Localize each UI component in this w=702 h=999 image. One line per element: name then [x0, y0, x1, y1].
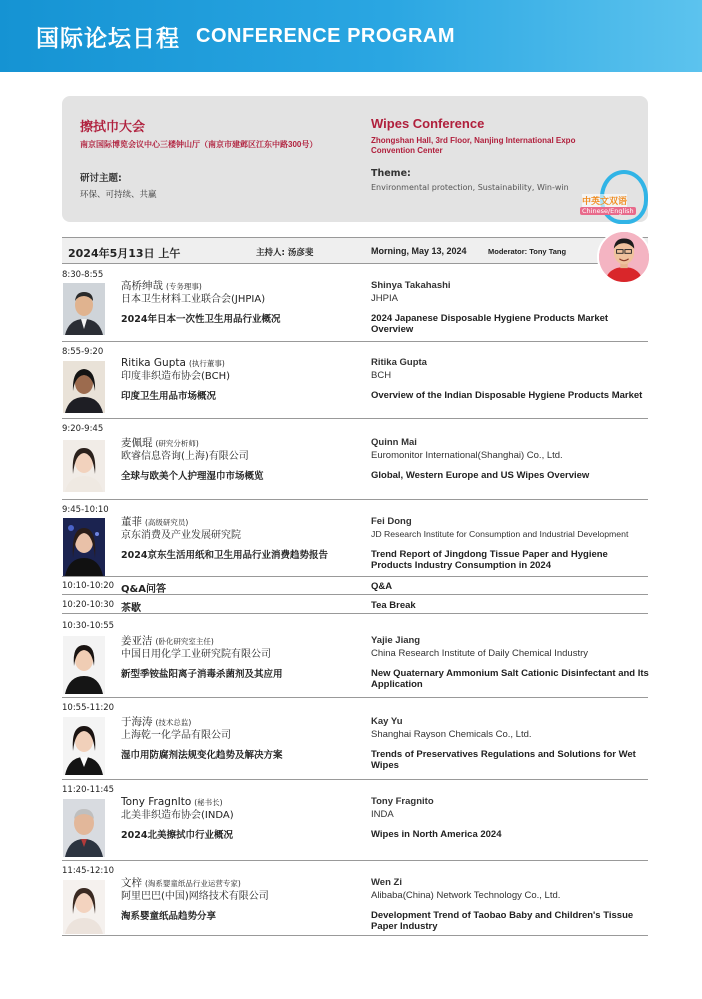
talk-topic-zh: 2024年日本一次性卫生用品行业概况: [121, 314, 281, 325]
speaker-role-zh: (秘书长): [194, 798, 223, 807]
conference-info-zh: [80, 116, 360, 200]
bilingual-label-en: Chinese/English: [582, 207, 634, 215]
slot-time: 10:55-11:20: [62, 703, 115, 713]
page-title-zh: 国际论坛日程: [36, 25, 180, 52]
speaker-info-en: [371, 516, 649, 571]
speaker-org-en: JHPIA: [371, 293, 398, 304]
schedule-row: [62, 343, 648, 419]
speaker-org-en: INDA: [371, 809, 394, 820]
speaker-org-en: China Research Institute of Daily Chemical Industry: [371, 648, 589, 659]
speaker-info-en: [371, 635, 649, 690]
conference-info-box: [62, 96, 648, 222]
session-date-zh: 2024年5月13日 上午: [68, 247, 181, 260]
session-header: [62, 237, 648, 264]
speaker-info-zh: [121, 516, 366, 562]
speaker-name-zh: 姜亚洁: [121, 635, 153, 647]
speaker-org-en: BCH: [371, 370, 392, 381]
theme-text-en: Environmental protection, Sustainability, Win-win: [371, 183, 569, 192]
slot-time: 10:30-10:55: [62, 621, 115, 631]
speaker-org-en: Shanghai Rayson Chemicals Co., Ltd.: [371, 729, 532, 740]
speaker-name-en: Shinya Takahashi: [371, 280, 451, 291]
speaker-avatar: [63, 283, 105, 335]
speaker-info-zh: [121, 877, 366, 923]
speaker-name-zh: 高桥绅哉: [121, 280, 163, 292]
conference-name-en: Wipes Conference: [371, 116, 485, 131]
break-time: 10:10-10:20: [62, 581, 115, 591]
speaker-name-zh: Ritika Gupta: [121, 357, 186, 369]
speaker-org-zh: 北美非织造布协会(INDA): [121, 810, 234, 821]
theme-label-en: Theme:: [371, 168, 411, 179]
schedule-row: [62, 266, 648, 342]
talk-topic-zh: 新型季铵盐阳离子消毒杀菌剂及其应用: [121, 669, 283, 680]
speaker-info-zh: [121, 437, 366, 483]
slot-time: 8:30-8:55: [62, 270, 104, 280]
talk-topic-en: Overview of the Indian Disposable Hygiene Products Market: [371, 390, 643, 401]
talk-topic-en: 2024 Japanese Disposable Hygiene Products Market Overview: [371, 313, 609, 335]
speaker-role-zh: (卧化研究室主任): [155, 637, 214, 646]
speaker-org-en: Euromonitor International(Shanghai) Co., Ltd.: [371, 450, 563, 461]
theme-label-zh: 研讨主题:: [80, 173, 122, 184]
speaker-info-zh: [121, 357, 366, 403]
speaker-name-en: Wen Zi: [371, 877, 402, 888]
speaker-org-zh: 京东消费及产业发展研究院: [121, 530, 241, 541]
speaker-role-zh: (专务理事): [166, 282, 202, 291]
schedule-row: [62, 781, 648, 861]
talk-topic-en: Trends of Preservatives Regulations and Solutions for Wet Wipes: [371, 749, 636, 771]
bilingual-headset-icon: [580, 168, 652, 230]
slot-time: 9:20-9:45: [62, 424, 104, 434]
session-date-en: Morning, May 13, 2024: [371, 246, 467, 256]
page-header-banner: [0, 0, 702, 72]
speaker-name-zh: 于海涛: [121, 716, 153, 728]
speaker-avatar: [63, 799, 105, 857]
break-row-qa: [62, 578, 648, 595]
schedule-row: [62, 501, 648, 577]
schedule-row: [62, 699, 648, 780]
speaker-org-zh: 欧睿信息咨询(上海)有限公司: [121, 451, 249, 462]
break-label-en: Q&A: [371, 581, 393, 592]
break-row-tea: [62, 597, 648, 614]
slot-time: 11:20-11:45: [62, 785, 115, 795]
speaker-name-en: Ritika Gupta: [371, 357, 427, 368]
bilingual-label-zh: 中英文双语: [582, 194, 627, 207]
speaker-org-zh: 阿里巴巴(中国)网络技术有限公司: [121, 891, 269, 902]
conference-name-zh: 擦拭巾大会: [80, 119, 146, 134]
talk-topic-en: Global, Western Europe and US Wipes Overview: [371, 470, 590, 481]
slot-time: 11:45-12:10: [62, 866, 115, 876]
break-time: 10:20-10:30: [62, 600, 115, 610]
speaker-name-en: Tony Fragnito: [371, 796, 434, 807]
speaker-avatar: [63, 518, 105, 576]
talk-topic-en: Trend Report of Jingdong Tissue Paper and Hygiene Products Industry Consumption in 2024: [371, 549, 608, 571]
talk-topic-en: New Quaternary Ammonium Salt Cationic Disinfectant and Its Application: [371, 668, 649, 690]
speaker-role-zh: (执行董事): [188, 359, 225, 368]
speaker-info-zh: [121, 280, 366, 326]
speaker-name-zh: 文梓: [121, 877, 142, 889]
speaker-name-en: Kay Yu: [371, 716, 403, 727]
speaker-name-zh: 董菲: [121, 516, 142, 528]
session-moderator-en: Moderator: Tony Tang: [488, 247, 567, 256]
speaker-org-zh: 上海乾一化学品有限公司: [121, 730, 231, 741]
break-label-zh: Q&A问答: [121, 584, 166, 595]
slot-time: 8:55-9:20: [62, 347, 104, 357]
theme-text-zh: 环保、可持续、共赢: [80, 190, 157, 200]
speaker-org-en: JD Research Institute for Consumption and Industrial Development: [371, 529, 629, 539]
speaker-name-en: Fei Dong: [371, 516, 412, 527]
speaker-org-zh: 日本卫生材料工业联合会(JHPIA): [121, 294, 266, 305]
speaker-role-zh: (高级研究员): [145, 518, 189, 527]
speaker-org-en: Alibaba(China) Network Technology Co., Ltd.: [371, 890, 561, 901]
talk-topic-zh: 全球与欧美个人护理湿巾市场概览: [121, 471, 264, 482]
conference-venue-zh: 南京国际博览会议中心三楼钟山厅（南京市建邺区江东中路300号）: [80, 140, 318, 149]
speaker-info-zh: [121, 796, 366, 842]
speaker-role-zh: (技术总监): [155, 718, 192, 727]
speaker-name-zh: 麦佩琨: [121, 437, 153, 449]
speaker-info-zh: [121, 716, 366, 762]
speaker-info-en: [371, 716, 649, 771]
break-label-en: Tea Break: [371, 600, 416, 611]
schedule-row: [62, 862, 648, 936]
conference-venue-en: Zhongshan Hall, 3rd Floor, Nanjing International Expo Convention Center: [371, 136, 576, 155]
conference-info-en: [371, 116, 601, 192]
schedule-row: [62, 420, 648, 500]
talk-topic-zh: 淘系婴童纸品趋势分享: [121, 911, 217, 922]
schedule-row: [62, 617, 648, 698]
break-label-zh: 茶歇: [121, 603, 141, 614]
speaker-info-en: [371, 437, 649, 481]
talk-topic-en: Development Trend of Taobao Baby and Children's Tissue Paper Industry: [371, 910, 634, 932]
speaker-avatar: [63, 880, 105, 934]
session-host-zh: 主持人: 汤彦斐: [256, 248, 314, 258]
speaker-org-zh: 中国日用化学工业研究院有限公司: [121, 649, 271, 660]
speaker-info-zh: [121, 635, 366, 681]
speaker-name-en: Quinn Mai: [371, 437, 417, 448]
speaker-avatar: [63, 636, 105, 694]
page-title-en: CONFERENCE PROGRAM: [196, 24, 456, 47]
speaker-avatar: [63, 440, 105, 492]
talk-topic-zh: 湿巾用防腐剂法规变化趋势及解决方案: [121, 750, 283, 761]
speaker-info-en: [371, 877, 649, 932]
talk-topic-zh: 2024北美擦拭巾行业概况: [121, 830, 233, 841]
speaker-role-zh: (淘系婴童纸品行业运营专家): [145, 879, 241, 888]
speaker-name-zh: Tony FragnIto: [121, 796, 192, 808]
speaker-role-zh: (研究分析师): [155, 439, 199, 448]
speaker-avatar: [63, 717, 105, 775]
speaker-info-en: [371, 357, 649, 401]
speaker-org-zh: 印度非织造布协会(BCH): [121, 371, 230, 382]
speaker-info-en: [371, 796, 649, 840]
talk-topic-en: Wipes in North America 2024: [371, 829, 502, 840]
talk-topic-zh: 2024京东生活用纸和卫生用品行业消费趋势报告: [121, 550, 328, 561]
slot-time: 9:45-10:10: [62, 505, 109, 515]
talk-topic-zh: 印度卫生用品市场概况: [121, 391, 217, 402]
speaker-info-en: [371, 280, 649, 335]
speaker-avatar: [63, 361, 105, 413]
speaker-name-en: Yajie Jiang: [371, 635, 421, 646]
